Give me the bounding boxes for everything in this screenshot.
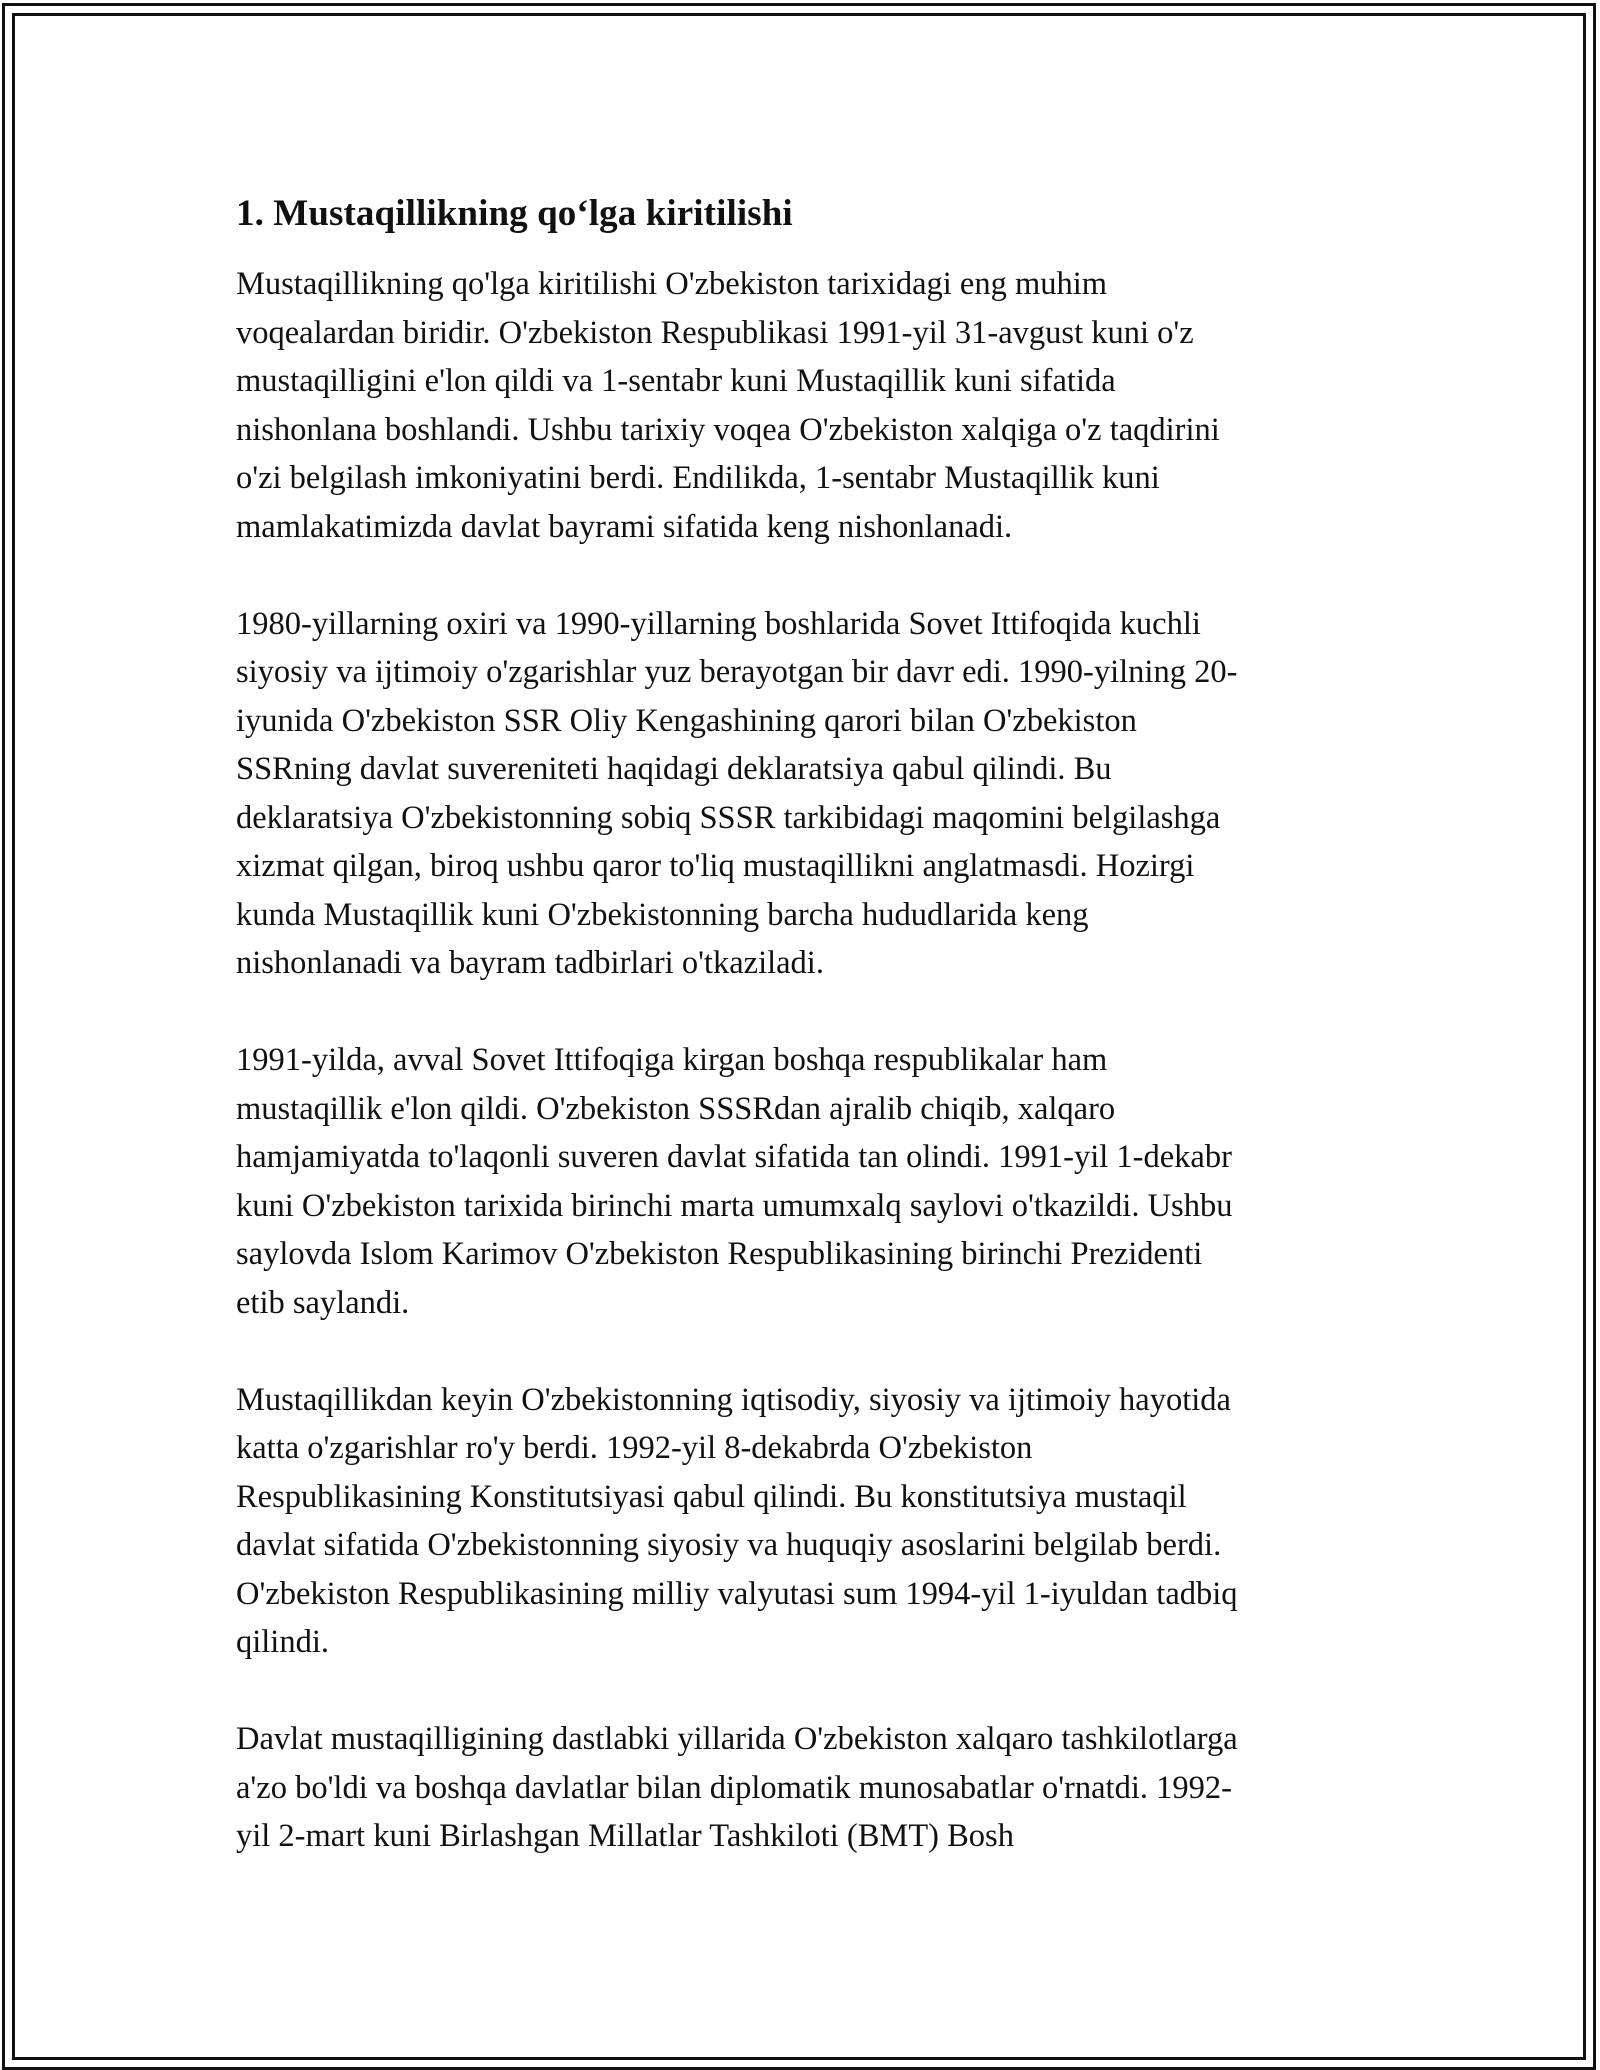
paragraph-2 <box>236 600 1376 988</box>
text-line: SSRning davlat suvereniteti haqidagi deklaratsiya qabul qilindi. Bu <box>236 751 1112 787</box>
text-line: mustaqilligini e'lon qildi va 1-sentabr kuni Mustaqillik kuni sifatida <box>236 363 1116 399</box>
text-line: mustaqillik e'lon qildi. O'zbekiston SSSRdan ajralib chiqib, xalqaro <box>236 1090 1116 1127</box>
text-line: O'zbekiston Respublikasining milliy valyutasi sum 1994-yil 1-iyuldan tadbiq <box>236 1575 1238 1612</box>
text-line: Respublikasining Konstitutsiyasi qabul qilindi. Bu konstitutsiya mustaqil <box>236 1478 1187 1515</box>
text-line: Mustaqillikdan keyin O'zbekistonning iqtisodiy, siyosiy va ijtimoiy hayotida <box>236 1381 1231 1418</box>
text-line: o'zi belgilash imkoniyatini berdi. Endilikda, 1-sentabr Mustaqillik kuni <box>236 460 1160 496</box>
document-body <box>236 190 1376 1861</box>
section-heading: 1. Mustaqillikning qo‘lga kiritilishi <box>236 193 793 234</box>
paragraph-4 <box>236 1376 1376 1667</box>
text-line: nishonlana boshlandi. Ushbu tarixiy voqea O'zbekiston xalqiga o'z taqdirini <box>236 411 1220 448</box>
text-line: 1980-yillarning oxiri va 1990-yillarning boshlarida Sovet Ittifoqida kuchli <box>236 605 1201 642</box>
text-line: nishonlanadi va bayram tadbirlari o'tkaziladi. <box>236 945 824 981</box>
text-line: Mustaqillikning qo'lga kiritilishi O'zbekiston tarixidagi eng muhim <box>236 266 1108 302</box>
text-line: hamjamiyatda to'laqonli suveren davlat sifatida tan olindi. 1991-yil 1-dekabr <box>236 1139 1232 1175</box>
text-line: iyunida O'zbekiston SSR Oliy Kengashining qarori bilan O'zbekiston <box>236 702 1137 739</box>
text-line: Davlat mustaqilligining dastlabki yillarida O'zbekiston xalqaro tashkilotlarga <box>236 1721 1238 1757</box>
text-line: 1991-yilda, avval Sovet Ittifoqiga kirgan boshqa respublikalar ham <box>236 1042 1108 1078</box>
text-line: kunda Mustaqillik kuni O'zbekistonning barcha hududlarida keng <box>236 896 1089 933</box>
text-line: kuni O'zbekiston tarixida birinchi marta umumxalq saylovi o'tkazildi. Ushbu <box>236 1187 1233 1224</box>
text-line: siyosiy va ijtimoiy o'zgarishlar yuz berayotgan bir davr edi. 1990-yilning 20- <box>236 654 1238 690</box>
text-line: voqealardan biridir. O'zbekiston Respublikasi 1991-yil 31-avgust kuni o'z <box>236 314 1194 351</box>
text-line: davlat sifatida O'zbekistonning siyosiy va huquqiy asoslarini belgilab berdi. <box>236 1527 1222 1563</box>
text-line: saylovda Islom Karimov O'zbekiston Respublikasining birinchi Prezidenti <box>236 1236 1203 1272</box>
paragraph-1 <box>236 260 1376 551</box>
paragraph-5 <box>236 1715 1376 1861</box>
text-line: etib saylandi. <box>236 1284 410 1321</box>
text-line: mamlakatimizda davlat bayrami sifatida keng nishonlanadi. <box>236 508 1013 545</box>
text-line: yil 2-mart kuni Birlashgan Millatlar Tashkiloti (BMT) Bosh <box>236 1818 1014 1854</box>
text-line: deklaratsiya O'zbekistonning sobiq SSSR tarkibidagi maqomini belgilashga <box>236 799 1221 836</box>
text-line: xizmat qilgan, biroq ushbu qaror to'liq mustaqillikni anglatmasdi. Hozirgi <box>236 848 1195 884</box>
text-line: a'zo bo'ldi va boshqa davlatlar bilan diplomatik munosabatlar o'rnatdi. 1992- <box>236 1769 1232 1806</box>
paragraph-3 <box>236 1036 1376 1327</box>
text-line: qilindi. <box>236 1624 329 1660</box>
text-line: katta o'zgarishlar ro'y berdi. 1992-yil 8-dekabrda O'zbekiston <box>236 1430 1033 1466</box>
